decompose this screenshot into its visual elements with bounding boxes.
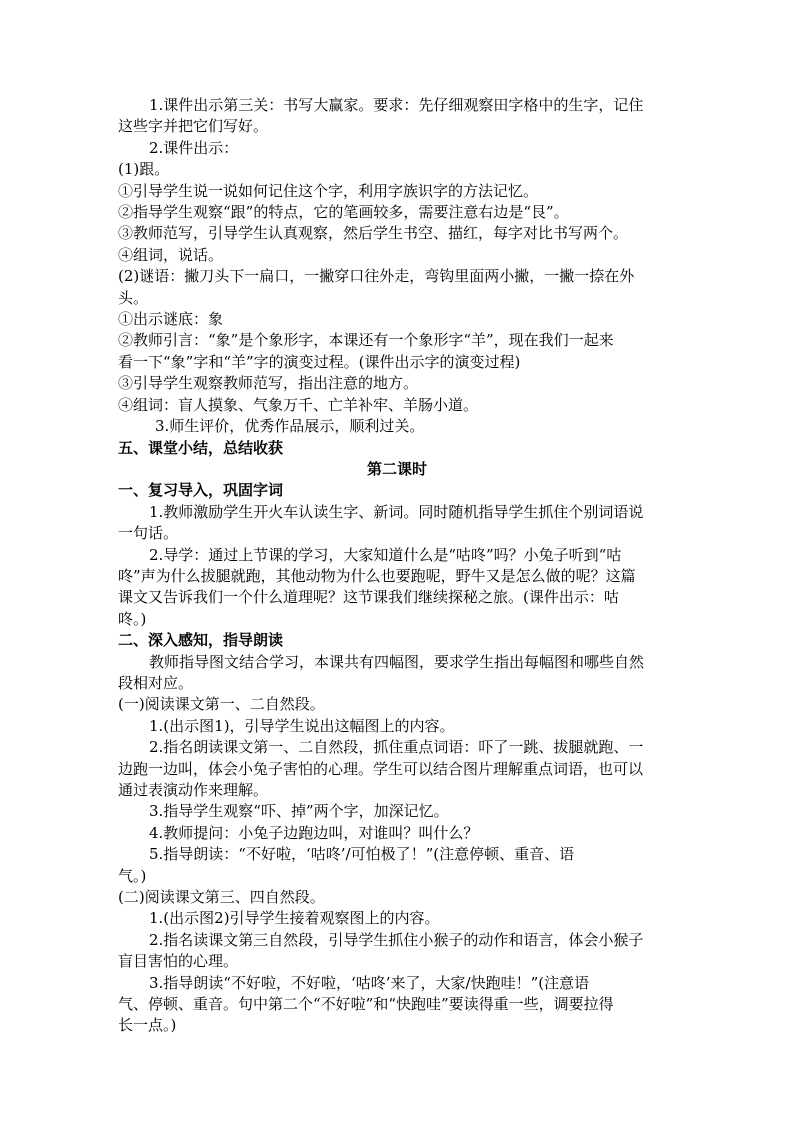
lesson-title: 第二课时 <box>366 459 427 478</box>
paragraph-line: 教师指导图文结合学习，本课共有四幅图，要求学生指出每幅图和哪些自然 <box>149 652 645 671</box>
paragraph-line: 4.教师提问：小兔子边跑边叫，对谁叫？叫什么？ <box>149 823 479 842</box>
paragraph-line: 2.课件出示： <box>149 138 239 157</box>
paragraph-line: 1.课件出示第三关：书写大赢家。要求：先仔细观察田字格中的生字，记住 <box>149 96 644 114</box>
paragraph-line: ①出示谜底：象 <box>118 310 224 329</box>
paragraph-line: 看一下“象”字和“羊”字的演变过程。(课件出示字的演变过程) <box>118 352 521 371</box>
paragraph-line: 气、停顿、重音。句中第二个“不好啦”和“快跑哇”要读得重一些，调要拉得 <box>118 995 614 1014</box>
paragraph-line: ④组词：盲人摸象、气象万千、亡羊补牢、羊肠小道。 <box>118 395 479 414</box>
paragraph-line: 1.(出示图2)引导学生接着观察图上的内容。 <box>149 909 440 928</box>
paragraph-line: 3.师生评价，优秀作品展示，顺利过关。 <box>155 417 425 436</box>
paragraph-line: 咚。) <box>118 609 147 628</box>
paragraph-line: ④组词，说话。 <box>118 245 224 264</box>
paragraph-line: ①引导学生说一说如何记住这个字，利用字族识字的方法记忆。 <box>118 181 539 200</box>
paragraph-line: 2.指名朗读课文第一、二自然段，抓住重点词语：吓了一跳、拔腿就跑、一 <box>149 738 644 757</box>
paragraph-line: (二)阅读课文第三、四自然段。 <box>118 888 325 907</box>
paragraph-line: 长一点。) <box>118 1016 177 1035</box>
paragraph-line: ③教师范写，引导学生认真观察，然后学生书空、描红，每字对比书写两个。 <box>118 224 629 243</box>
paragraph-line: 2.指名读课文第三自然段，引导学生抓住小猴子的动作和语言，体会小猴子 <box>149 930 644 949</box>
paragraph-line: 这些字并把它们写好。 <box>118 117 269 136</box>
paragraph-line: 1.教师激励学生开火车认读生字、新词。同时随机指导学生抓住个别词语说 <box>149 502 644 521</box>
paragraph-line: 课文又告诉我们一个什么道理呢？这节课我们继续探秘之旅。(课件出示：咕 <box>118 588 619 607</box>
paragraph-line: 气。) <box>118 866 147 885</box>
paragraph-line: 3.指导朗读“不好啦，不好啦，‘咕咚’来了，大家/快跑哇！”(注意语 <box>149 973 590 992</box>
paragraph-line: 一句话。 <box>118 524 179 543</box>
paragraph-line: 盲目害怕的心理。 <box>118 952 239 971</box>
section-heading: 二、深入感知，指导朗读 <box>118 631 284 650</box>
paragraph-line: (1)跟。 <box>118 160 170 179</box>
paragraph-line: 2.导学：通过上节课的学习，大家知道什么是“咕咚”吗？小兔子听到“咕 <box>149 545 622 564</box>
paragraph-line: 通过表演动作来理解。 <box>118 781 269 799</box>
paragraph-line: (一)阅读课文第一、二自然段。 <box>118 695 325 714</box>
paragraph-line: 5.指导朗读：“不好啦，‘咕咚’/可怕极了！”(注意停顿、重音、语 <box>149 845 575 864</box>
paragraph-line: 段相对应。 <box>118 673 194 692</box>
paragraph-line: 边跑一边叫，体会小兔子害怕的心理。学生可以结合图片理解重点词语，也可以 <box>118 759 644 778</box>
paragraph-line: 1.(出示图1)，引导学生说出这幅图上的内容。 <box>149 716 455 735</box>
paragraph-line: 3.指导学生观察“吓、掉”两个字，加深记忆。 <box>149 802 449 821</box>
paragraph-line: ②教师引言：“象”是个象形字，本课还有一个象形字“羊”，现在我们一起来 <box>118 331 614 350</box>
section-heading: 五、课堂小结，总结收获 <box>118 438 284 457</box>
section-heading: 一、复习导入，巩固字词 <box>118 481 284 500</box>
paragraph-line: 咚”声为什么拔腿就跑，其他动物为什么也要跑呢，野牛又是怎么做的呢？这篇 <box>118 566 636 585</box>
paragraph-line: ③引导学生观察教师范写，指出注意的地方。 <box>118 374 419 393</box>
paragraph-line: 头。 <box>118 288 149 307</box>
paragraph-line: (2)谜语：撇刀头下一扁口，一撇穿口往外走，弯钩里面两小撇，一撇一捺在外 <box>118 267 635 286</box>
paragraph-line: ②指导学生观察“跟”的特点，它的笔画较多，需要注意右边是“艮”。 <box>118 203 569 222</box>
